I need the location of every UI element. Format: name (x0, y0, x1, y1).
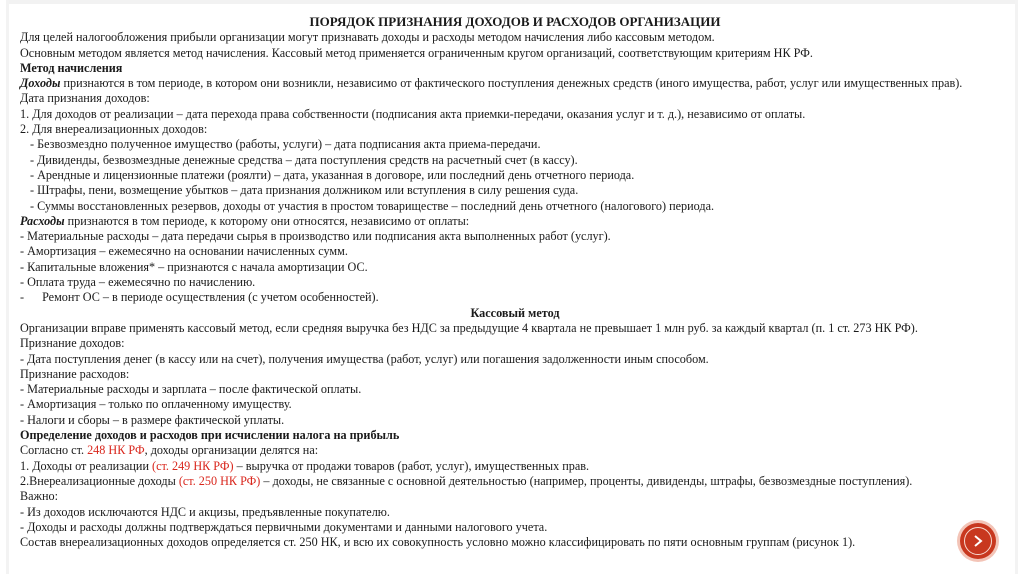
closing-text: Состав внереализационных доходов определяется ст. 250 НК, и всю их совокупность условно можно классифицировать по пяти основным группам (рисунок 1). (20, 535, 856, 550)
definition-item-text: 1. Доходы от реализации (20, 458, 153, 473)
expense-item: - Материальные расходы – дата передачи сырья в производство или подписания акта выполненных работ (услуг). (20, 229, 611, 244)
definition-item-text: – выручка от продажи товаров (работ, услуг), имущественных прав. (233, 458, 590, 473)
slide-frame-left (6, 0, 9, 574)
cash-expense-item: - Налоги и сборы – в размере фактической уплаты. (20, 412, 285, 427)
cash-expense-label: Признание расходов: (20, 366, 130, 381)
important-label: Важно: (20, 489, 58, 504)
repair-dash: - (20, 290, 25, 305)
cash-expense-item: - Материальные расходы и зарплата – после фактической оплаты. (20, 382, 362, 397)
sales-income-item: 1. Для доходов от реализации – дата перехода права собственности (подписания акта приемки-передачи, оказания услуг и т. д.), независимо от оплаты. (20, 106, 806, 121)
definition-intro-text: , доходы организации делятся на: (144, 443, 319, 458)
accrual-expense-paragraph (20, 214, 1010, 229)
definition-item-text: – доходы, не связанные с основной деятельностью (например, проценты, дивиденды, штрафы, безвозмездные поступления). (260, 473, 913, 488)
expense-item: - Капитальные вложения* – признаются с начала амортизации ОС. (20, 259, 368, 274)
expense-item: - Оплата труда – ежемесячно по начислению. (20, 275, 256, 290)
definition-heading: Определение доходов и расходов при исчислении налога на прибыль (20, 428, 400, 443)
slide-frame-right (1015, 0, 1018, 574)
expense-item-repair (20, 290, 1010, 305)
slide-frame-top (6, 0, 1018, 4)
nonsales-income-item: 2. Для внереализационных доходов: (20, 122, 208, 137)
cash-expense-item: - Амортизация – только по оплаченному имуществу. (20, 397, 292, 412)
intro-line-2: Основным методом является метод начисления. Кассовый метод применяется ограниченным кругом организаций, соответствующим критериям НК РФ. (20, 45, 813, 60)
page-title: ПОРЯДОК ПРИЗНАНИЯ ДОХОДОВ И РАСХОДОВ ОРГАНИЗАЦИИ (309, 14, 721, 29)
important-item: - Доходы и расходы должны подтверждаться первичными документами и данными налогового учета. (20, 519, 548, 534)
nonsales-sub-item: - Суммы восстановленных резервов, доходы от участия в простом товариществе – последний день отчетного (налогового) периода. (30, 198, 715, 213)
definition-item-2 (20, 474, 1010, 489)
slide-content (20, 14, 1010, 550)
expense-item: - Амортизация – ежемесячно на основании начисленных сумм. (20, 244, 348, 259)
law-reference: (ст. 250 НК РФ) (178, 473, 261, 488)
law-reference: (ст. 249 НК РФ) (152, 458, 234, 473)
definition-intro-text: Согласно ст. (20, 443, 88, 458)
nonsales-sub-item: - Арендные и лицензионные платежи (роялти) – дата, указанная в договоре, или последний день отчетного периода. (30, 167, 635, 182)
chevron-right-icon (971, 534, 985, 548)
nonsales-sub-item: - Штрафы, пени, возмещение убытков – дата признания должником или вступления в силу решения суда. (30, 183, 579, 198)
nonsales-sub-item: - Безвозмездно полученное имущество (работы, услуги) – дата подписания акта приема-передачи. (30, 137, 541, 152)
cash-income-item: - Дата поступления денег (в кассу или на счет), получения имущества (работ, услуг) или погашения задолженности иным способом. (20, 351, 709, 366)
intro-line-1: Для целей налогообложения прибыли организации могут признавать доходы и расходы методом начисления либо кассовым методом. (20, 30, 715, 45)
next-slide-button[interactable] (960, 523, 996, 559)
accrual-heading: Метод начисления (20, 60, 123, 75)
income-term: Доходы (20, 76, 61, 91)
income-text: признаются в том периоде, в котором они возникли, независимо от фактического поступления денежных средств (иного имущества, работ, услуг или имущественных прав). (60, 76, 963, 91)
accrual-income-paragraph (20, 76, 1010, 91)
important-item: - Из доходов исключаются НДС и акцизы, предъявленные покупателю. (20, 504, 390, 519)
expense-text: признаются в том периоде, к которому они относятся, независимо от оплаты: (64, 213, 470, 228)
expense-term: Расходы (20, 213, 65, 228)
cash-income-label: Признание доходов: (20, 336, 125, 351)
income-date-label: Дата признания доходов: (20, 91, 150, 106)
nonsales-sub-item: - Дивиденды, безвозмездные денежные средства – дата поступления средств на расчетный счет (в кассу). (30, 152, 578, 167)
law-reference: 248 НК РФ (87, 443, 145, 458)
cash-text: Организации вправе применять кассовый метод, если средняя выручка без НДС за предыдущие 4 квартала не превышает 1 млн руб. за каждый квартал (п. 1 ст. 273 НК РФ). (20, 320, 918, 335)
repair-text: Ремонт ОС – в периоде осуществления (с учетом особенностей). (42, 290, 379, 305)
definition-item-1 (20, 459, 1010, 474)
cash-heading: Кассовый метод (470, 305, 560, 320)
definition-intro (20, 443, 1010, 458)
definition-item-text: 2.Внереализационные доходы (20, 473, 179, 488)
